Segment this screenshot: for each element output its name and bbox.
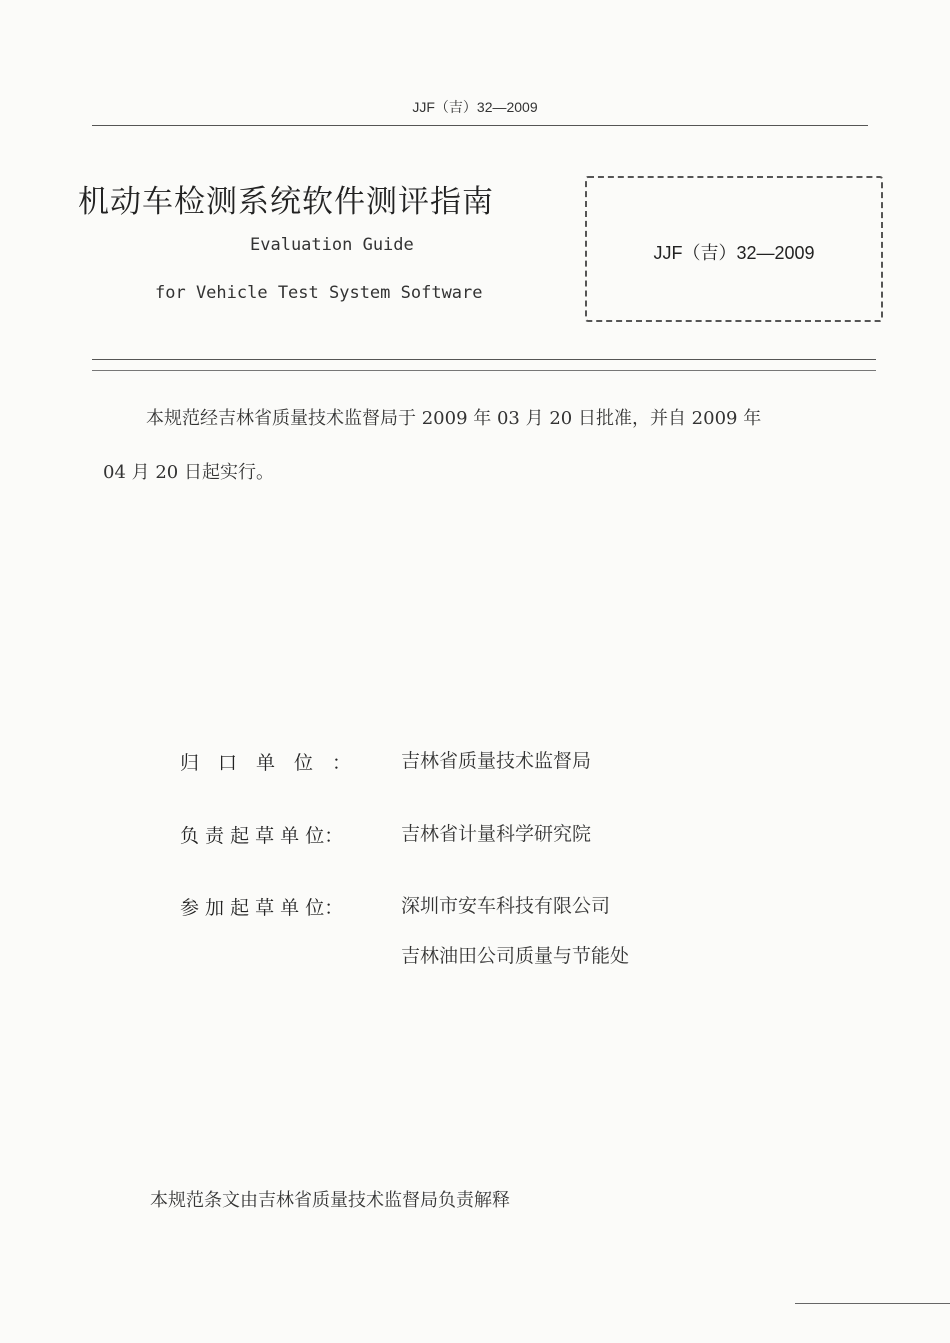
approval-line-1: 本规范经吉林省质量技术监督局于 2009 年 03 月 20 日批准，并自 2009 年	[146, 408, 762, 429]
english-title-line-1: Evaluation Guide	[250, 235, 414, 255]
participating-unit-value-1: 深圳市安车科技有限公司	[401, 895, 611, 917]
drafting-unit-label: 负 责 起 草 单 位：	[180, 825, 344, 847]
participating-unit-value-2: 吉林油田公司质量与节能处	[401, 945, 630, 967]
header-code: JJF（吉）32—2009	[412, 99, 538, 115]
responsible-unit-label: 归 口 单 位 ：	[180, 752, 352, 774]
title-rule-top	[92, 359, 876, 360]
approval-line-2: 04 月 20 日起实行。	[103, 462, 274, 483]
title-rule-bottom	[92, 370, 876, 371]
document-title: 机动车检测系统软件测评指南	[78, 184, 494, 220]
responsible-unit-value: 吉林省质量技术监督局	[401, 750, 592, 772]
stamp-code: JJF（吉）32—2009	[653, 243, 815, 263]
participating-unit-label: 参 加 起 草 单 位：	[180, 897, 344, 919]
interpretation-statement: 本规范条文由吉林省质量技术监督局负责解释	[150, 1190, 510, 1211]
document-code-stamp	[585, 176, 883, 322]
english-title-line-2: for Vehicle Test System Software	[155, 283, 483, 303]
header-rule	[92, 125, 868, 126]
footer-rule	[795, 1303, 950, 1304]
drafting-unit-value: 吉林省计量科学研究院	[401, 823, 592, 845]
